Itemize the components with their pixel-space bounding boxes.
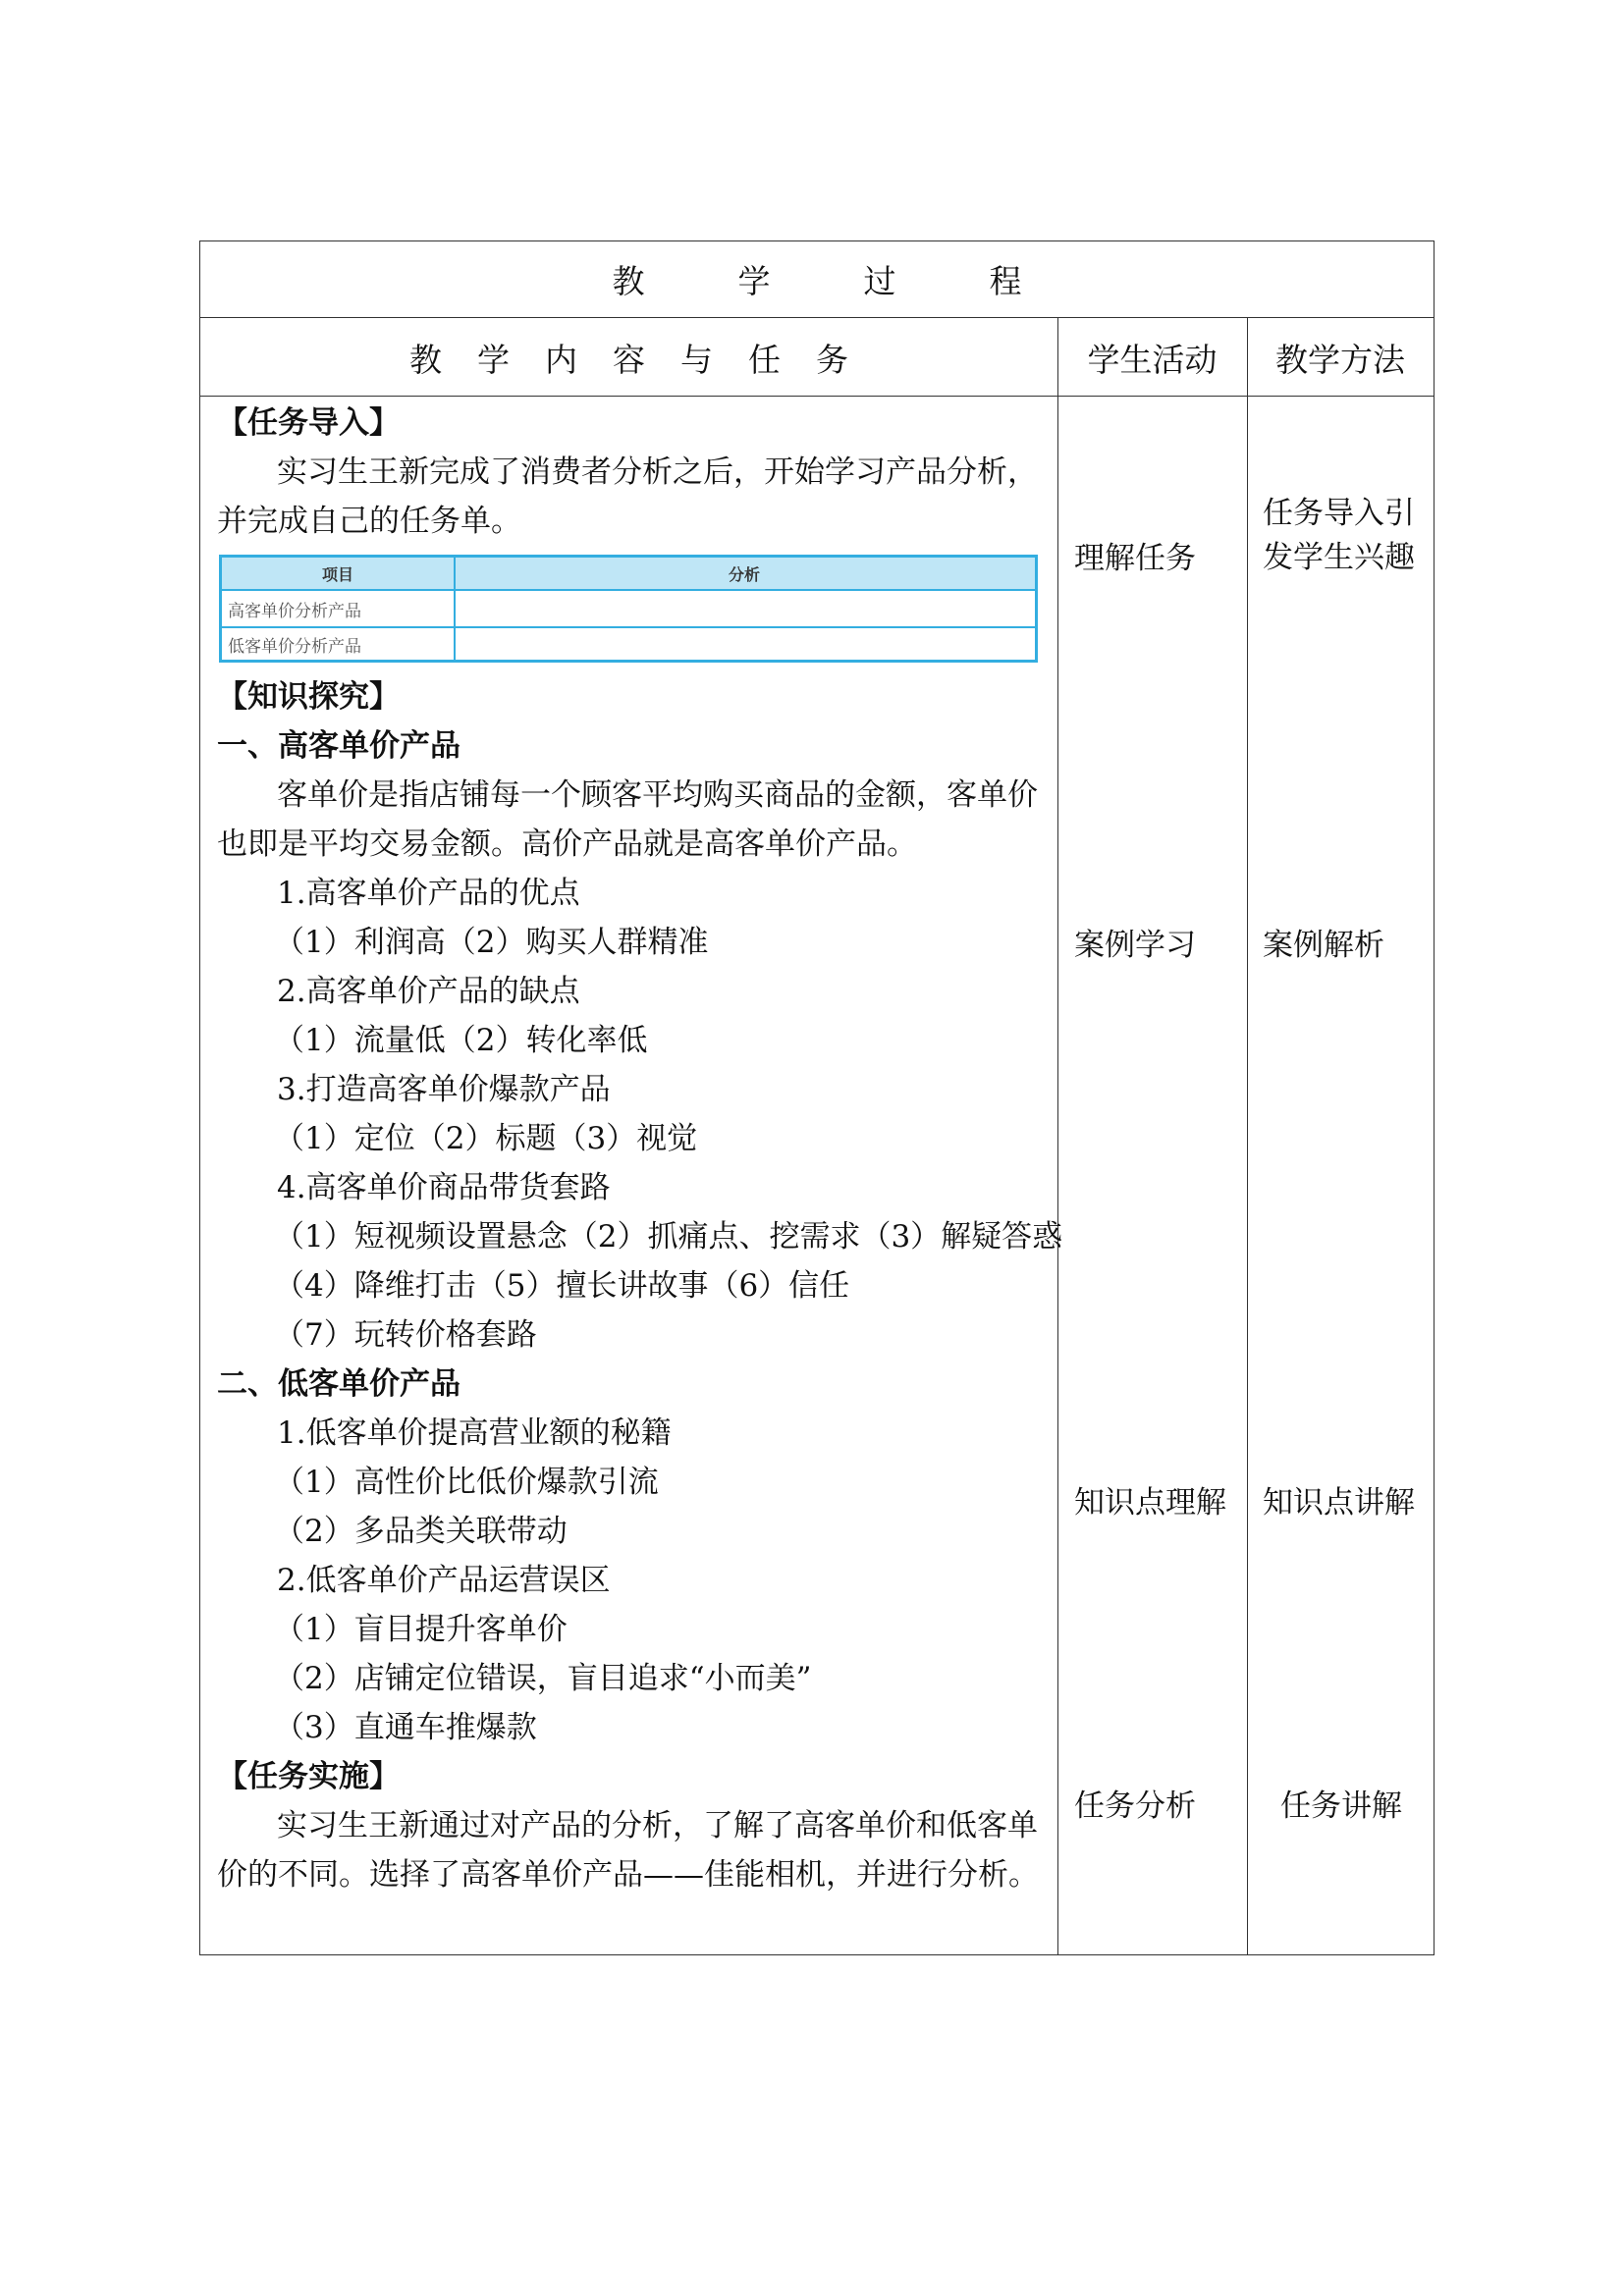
teaching-method: 任务导入引 xyxy=(1263,496,1415,531)
table-title: 教学过程 xyxy=(612,262,1115,300)
task-sheet-divider xyxy=(454,591,456,626)
header-student-cell xyxy=(1057,318,1247,397)
point-items: （7）玩转价格套路 xyxy=(274,1317,537,1353)
point-heading: 4.高客单价商品带货套路 xyxy=(277,1170,611,1205)
teaching-method: 知识点讲解 xyxy=(1263,1485,1415,1521)
point-items: （1）定位（2）标题（3）视觉 xyxy=(274,1121,698,1156)
table-row xyxy=(222,626,1035,662)
section-title: 二、低客单价产品 xyxy=(217,1366,460,1402)
header-method-cell xyxy=(1247,318,1434,397)
point-items: （1）高性价比低价爆款引流 xyxy=(274,1465,659,1500)
point-items: （2）店铺定位错误，盲目追求“小而美” xyxy=(274,1661,812,1696)
task-sheet-divider xyxy=(454,626,456,662)
task-sheet-item: 低客单价分析产品 xyxy=(228,636,361,657)
paragraph-line: 实习生王新完成了消费者分析之后，开始学习产品分析， xyxy=(277,454,1038,490)
teaching-method: 任务讲解 xyxy=(1280,1789,1402,1824)
point-items: （3）直通车推爆款 xyxy=(274,1710,537,1745)
knowledge-heading: 【知识探究】 xyxy=(217,679,400,715)
point-heading: 1.低客单价提高营业额的秘籍 xyxy=(277,1415,672,1451)
column-divider xyxy=(1057,318,1058,1954)
point-heading: 3.打造高客单价爆款产品 xyxy=(277,1072,611,1107)
header-content-label: 教学内容与任务 xyxy=(409,340,884,379)
task-sheet-analysis xyxy=(460,591,1035,626)
point-items: （1）利润高（2）购买人群精准 xyxy=(274,925,709,960)
task-sheet-item: 高客单价分析产品 xyxy=(228,601,361,621)
table-header-row xyxy=(200,318,1434,397)
section-title: 一、高客单价产品 xyxy=(217,728,460,764)
point-items: （4）降维打击（5）擅长讲故事（6）信任 xyxy=(274,1268,850,1304)
point-heading: 2.低客单价产品运营误区 xyxy=(277,1563,611,1598)
task-sheet-header xyxy=(222,558,1035,591)
student-activity: 理解任务 xyxy=(1074,541,1196,576)
task-sheet-analysis xyxy=(460,626,1035,662)
paragraph-line: 实习生王新通过对产品的分析，了解了高客单价和低客单 xyxy=(277,1808,1038,1843)
task-intro-heading: 【任务导入】 xyxy=(217,405,400,441)
task-sheet-col-item: 项目 xyxy=(321,564,353,584)
teaching-process-table xyxy=(199,240,1435,1955)
task-impl-heading: 【任务实施】 xyxy=(217,1759,400,1794)
header-content-cell xyxy=(200,318,1057,397)
paragraph-line: 客单价是指店铺每一个顾客平均购买商品的金额，客单价 xyxy=(277,777,1038,813)
point-items: （2）多品类关联带动 xyxy=(274,1514,568,1549)
content-column xyxy=(200,397,1063,1954)
student-activity: 知识点理解 xyxy=(1074,1485,1226,1521)
table-title-row xyxy=(200,241,1434,318)
task-sheet-col-analysis: 分析 xyxy=(728,564,760,584)
teaching-method: 案例解析 xyxy=(1263,928,1384,963)
point-items: （1）短视频设置悬念（2）抓痛点、挖需求（3）解疑答惑 xyxy=(274,1219,1063,1255)
header-method-label: 教学方法 xyxy=(1275,340,1405,379)
point-heading: 1.高客单价产品的优点 xyxy=(277,876,580,911)
column-divider xyxy=(1247,318,1248,1954)
paragraph-line: 也即是平均交易金额。高价产品就是高客单价产品。 xyxy=(217,827,917,862)
table-row xyxy=(222,591,1035,628)
paragraph-line: 并完成自己的任务单。 xyxy=(217,504,521,539)
student-activity: 案例学习 xyxy=(1074,928,1196,963)
point-heading: 2.高客单价产品的缺点 xyxy=(277,974,580,1009)
task-sheet-table xyxy=(219,555,1038,663)
paragraph-line: 价的不同。选择了高客单价产品——佳能相机，并进行分析。 xyxy=(217,1857,1039,1893)
point-items: （1）盲目提升客单价 xyxy=(274,1612,568,1647)
student-activity: 任务分析 xyxy=(1074,1789,1196,1824)
point-items: （1）流量低（2）转化率低 xyxy=(274,1023,648,1058)
header-student-label: 学生活动 xyxy=(1087,340,1218,379)
teaching-method: 发学生兴趣 xyxy=(1263,540,1415,575)
